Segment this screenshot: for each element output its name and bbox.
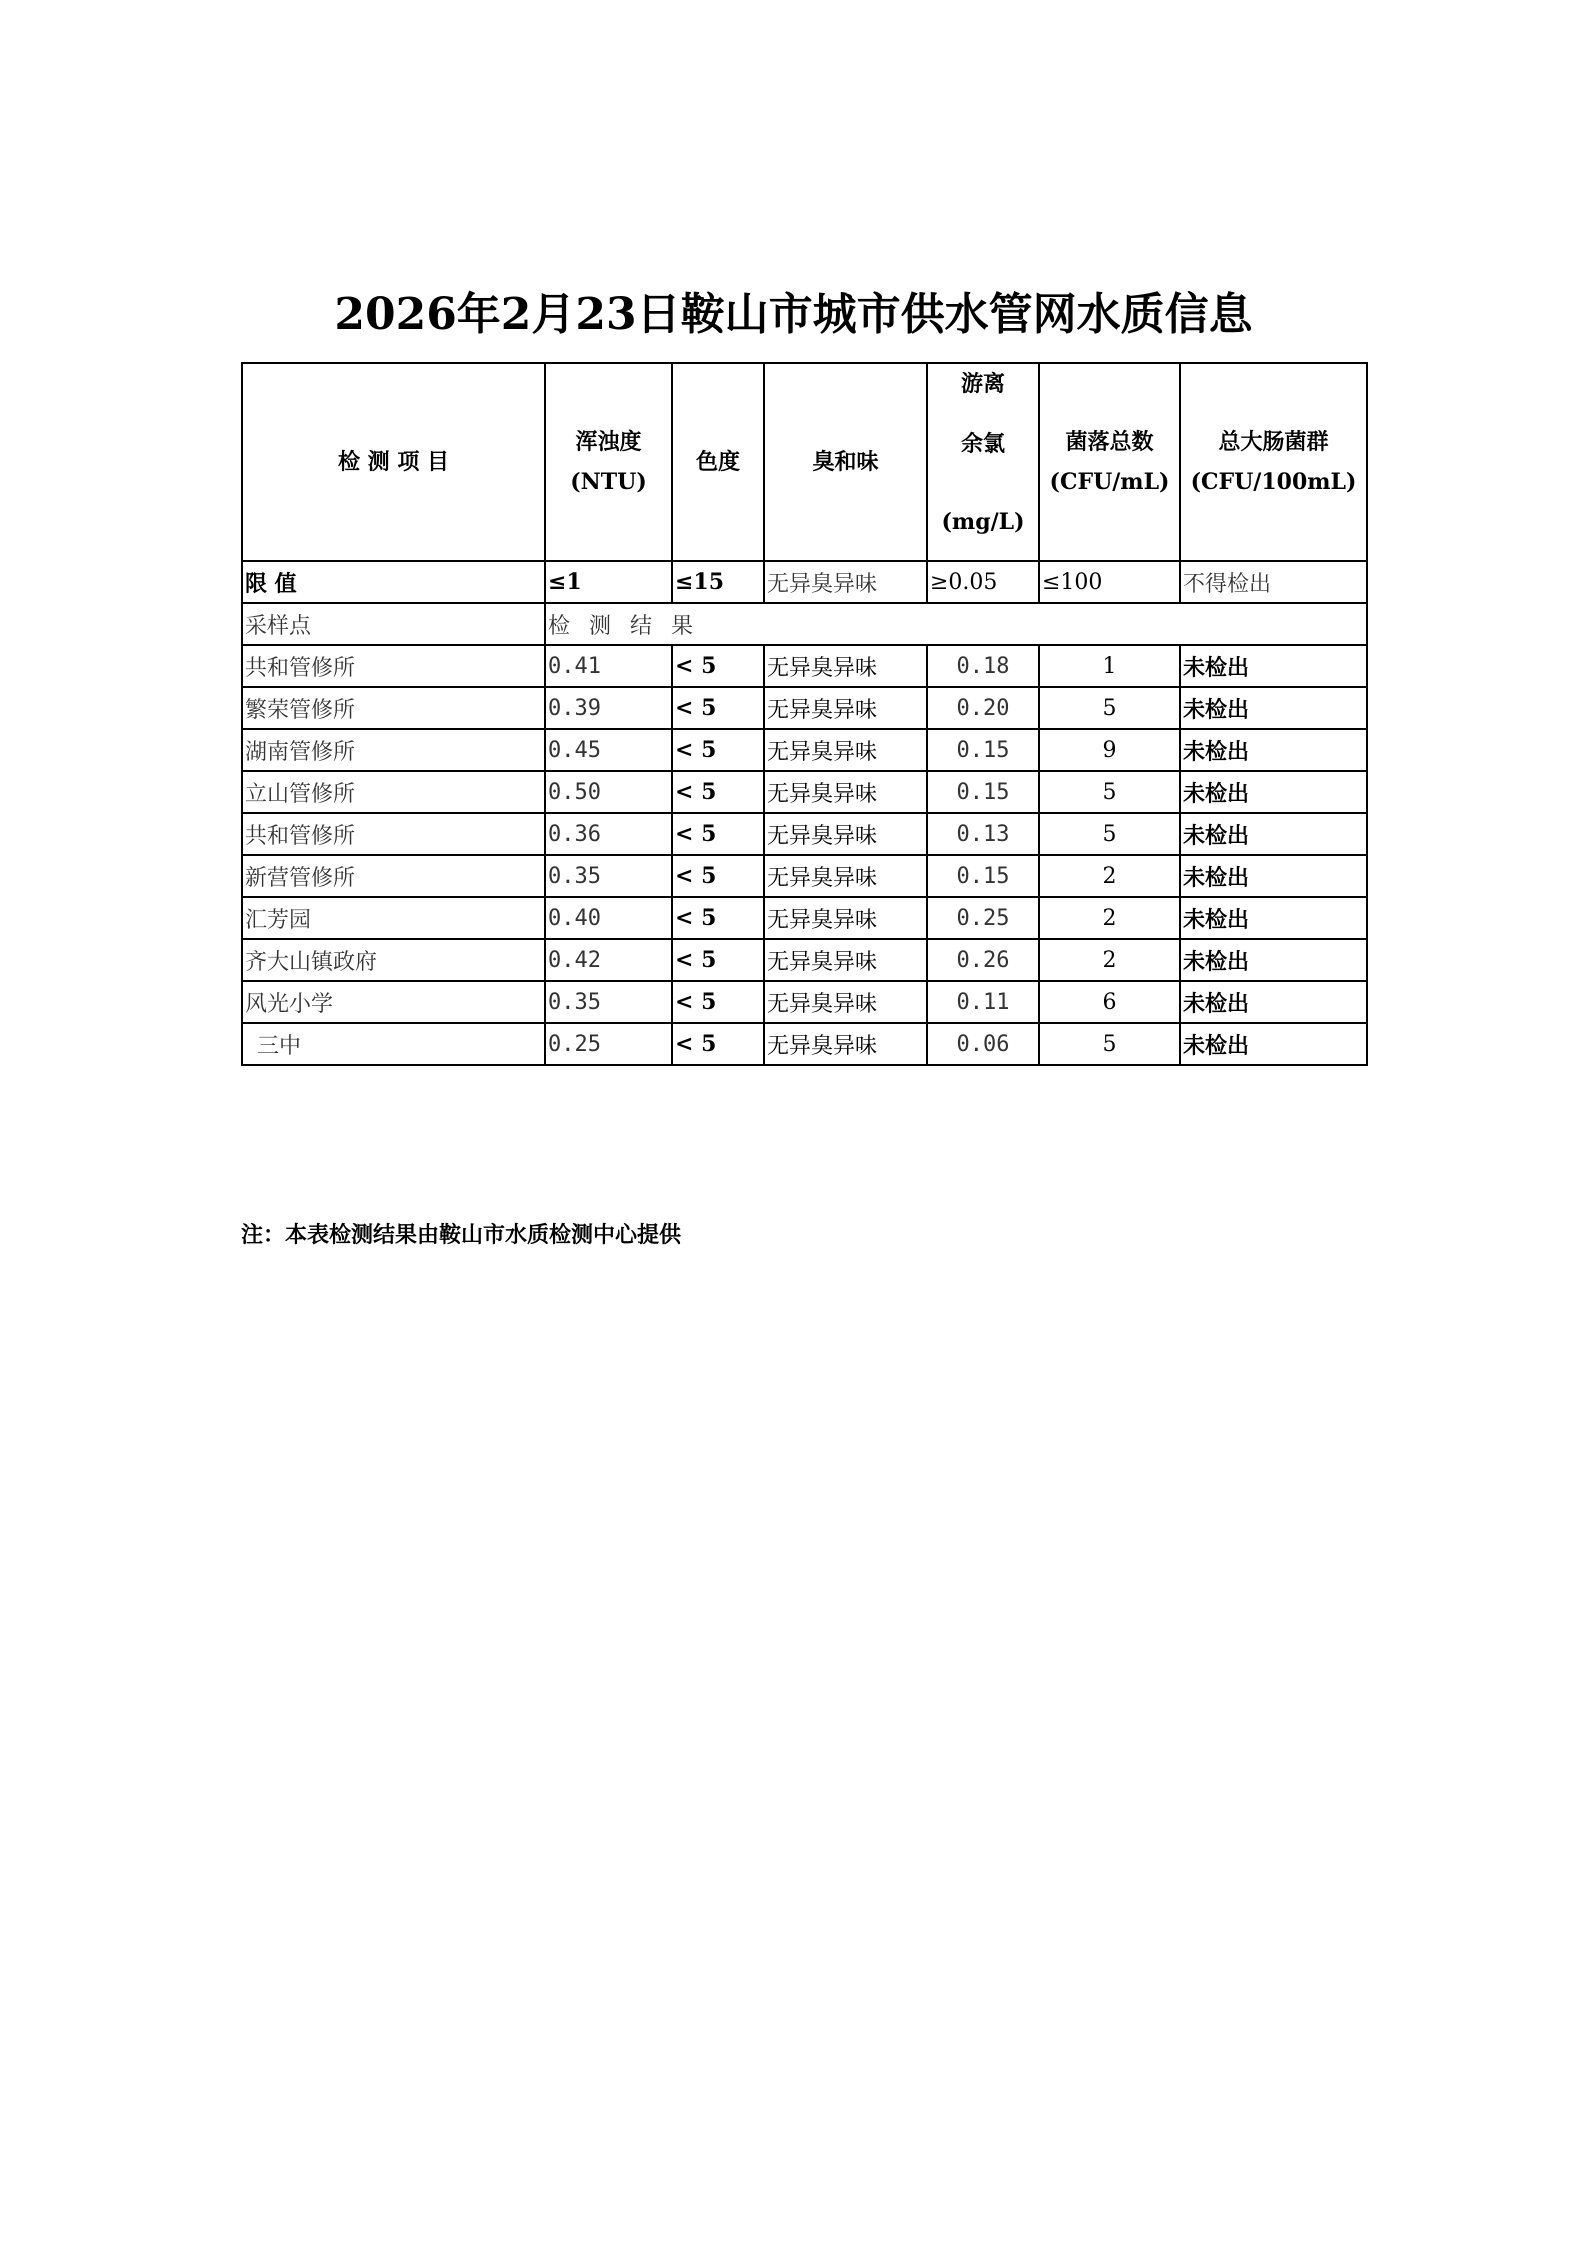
header-row <box>242 363 1367 561</box>
bacteria-cell: 9 <box>1039 729 1180 771</box>
coliform-cell: 未检出 <box>1180 897 1367 939</box>
site-cell: 立山管修所 <box>242 771 545 813</box>
coliform-cell: 未检出 <box>1180 981 1367 1023</box>
chlorine-cell: 0.18 <box>927 645 1039 687</box>
odor-cell: 无异臭异味 <box>764 813 927 855</box>
bacteria-cell: 6 <box>1039 981 1180 1023</box>
odor-cell: 无异臭异味 <box>764 981 927 1023</box>
coliform-cell: 未检出 <box>1180 939 1367 981</box>
odor-cell: 无异臭异味 <box>764 729 927 771</box>
odor-cell: 无异臭异味 <box>764 687 927 729</box>
bacteria-cell: 5 <box>1039 813 1180 855</box>
bacteria-cell: 5 <box>1039 771 1180 813</box>
limit-bacteria: ≤100 <box>1039 561 1180 603</box>
coliform-cell: 未检出 <box>1180 687 1367 729</box>
color-cell: < 5 <box>672 771 764 813</box>
site-cell: 新营管修所 <box>242 855 545 897</box>
color-cell: < 5 <box>672 897 764 939</box>
limit-odor: 无异臭异味 <box>764 561 927 603</box>
table-row <box>242 645 1367 687</box>
color-cell: < 5 <box>672 645 764 687</box>
header-item: 检 测 项 目 <box>242 363 545 561</box>
table-row <box>242 939 1367 981</box>
subheader-site: 采样点 <box>242 603 545 645</box>
table-row <box>242 1023 1367 1065</box>
site-cell: 风光小学 <box>242 981 545 1023</box>
turbidity-cell: 0.41 <box>545 645 672 687</box>
table-row <box>242 897 1367 939</box>
header-chlorine: 游离 余氯 (mg/L) <box>927 363 1039 561</box>
odor-cell: 无异臭异味 <box>764 645 927 687</box>
turbidity-cell: 0.36 <box>545 813 672 855</box>
results-body <box>242 645 1367 1065</box>
color-cell: < 5 <box>672 729 764 771</box>
turbidity-cell: 0.45 <box>545 729 672 771</box>
header-bacteria: 菌落总数 (CFU/mL) <box>1039 363 1180 561</box>
coliform-cell: 未检出 <box>1180 771 1367 813</box>
turbidity-cell: 0.42 <box>545 939 672 981</box>
bacteria-cell: 5 <box>1039 687 1180 729</box>
chlorine-cell: 0.26 <box>927 939 1039 981</box>
chlorine-cell: 0.25 <box>927 897 1039 939</box>
limit-turbidity: ≤1 <box>545 561 672 603</box>
water-quality-table <box>241 362 1368 1066</box>
coliform-cell: 未检出 <box>1180 813 1367 855</box>
table-row <box>242 687 1367 729</box>
table-row <box>242 981 1367 1023</box>
odor-cell: 无异臭异味 <box>764 855 927 897</box>
site-cell: 三中 <box>242 1023 545 1065</box>
bacteria-cell: 2 <box>1039 939 1180 981</box>
footnote: 注：本表检测结果由鞍山市水质检测中心提供 <box>241 1222 682 1248</box>
odor-cell: 无异臭异味 <box>764 1023 927 1065</box>
bacteria-cell: 5 <box>1039 1023 1180 1065</box>
turbidity-cell: 0.35 <box>545 855 672 897</box>
turbidity-cell: 0.40 <box>545 897 672 939</box>
coliform-cell: 未检出 <box>1180 729 1367 771</box>
bacteria-cell: 1 <box>1039 645 1180 687</box>
chlorine-cell: 0.15 <box>927 771 1039 813</box>
header-coliform: 总大肠菌群 (CFU/100mL) <box>1180 363 1367 561</box>
site-cell: 共和管修所 <box>242 813 545 855</box>
page-title: 2026年2月23日鞍山市城市供水管网水质信息 <box>334 289 1253 340</box>
color-cell: < 5 <box>672 813 764 855</box>
header-odor: 臭和味 <box>764 363 927 561</box>
table-row <box>242 729 1367 771</box>
limits-row <box>242 561 1367 603</box>
table-row <box>242 855 1367 897</box>
color-cell: < 5 <box>672 981 764 1023</box>
color-cell: < 5 <box>672 1023 764 1065</box>
color-cell: < 5 <box>672 939 764 981</box>
table-row <box>242 771 1367 813</box>
turbidity-cell: 0.50 <box>545 771 672 813</box>
site-cell: 湖南管修所 <box>242 729 545 771</box>
limit-coliform: 不得检出 <box>1180 561 1367 603</box>
header-color: 色度 <box>672 363 764 561</box>
odor-cell: 无异臭异味 <box>764 771 927 813</box>
chlorine-cell: 0.06 <box>927 1023 1039 1065</box>
chlorine-cell: 0.15 <box>927 855 1039 897</box>
color-cell: < 5 <box>672 855 764 897</box>
bacteria-cell: 2 <box>1039 897 1180 939</box>
coliform-cell: 未检出 <box>1180 1023 1367 1065</box>
chlorine-cell: 0.20 <box>927 687 1039 729</box>
site-cell: 繁荣管修所 <box>242 687 545 729</box>
odor-cell: 无异臭异味 <box>764 897 927 939</box>
subheader-row <box>242 603 1367 645</box>
chlorine-cell: 0.15 <box>927 729 1039 771</box>
turbidity-cell: 0.39 <box>545 687 672 729</box>
limit-chlorine: ≥0.05 <box>927 561 1039 603</box>
chlorine-cell: 0.11 <box>927 981 1039 1023</box>
odor-cell: 无异臭异味 <box>764 939 927 981</box>
site-cell: 汇芳园 <box>242 897 545 939</box>
color-cell: < 5 <box>672 687 764 729</box>
bacteria-cell: 2 <box>1039 855 1180 897</box>
turbidity-cell: 0.25 <box>545 1023 672 1065</box>
coliform-cell: 未检出 <box>1180 855 1367 897</box>
chlorine-cell: 0.13 <box>927 813 1039 855</box>
site-cell: 齐大山镇政府 <box>242 939 545 981</box>
header-turbidity: 浑浊度 (NTU) <box>545 363 672 561</box>
coliform-cell: 未检出 <box>1180 645 1367 687</box>
subheader-results: 检 测 结 果 <box>545 603 1367 645</box>
limits-label: 限 值 <box>242 561 545 603</box>
limit-color: ≤15 <box>672 561 764 603</box>
table-row <box>242 813 1367 855</box>
turbidity-cell: 0.35 <box>545 981 672 1023</box>
site-cell: 共和管修所 <box>242 645 545 687</box>
